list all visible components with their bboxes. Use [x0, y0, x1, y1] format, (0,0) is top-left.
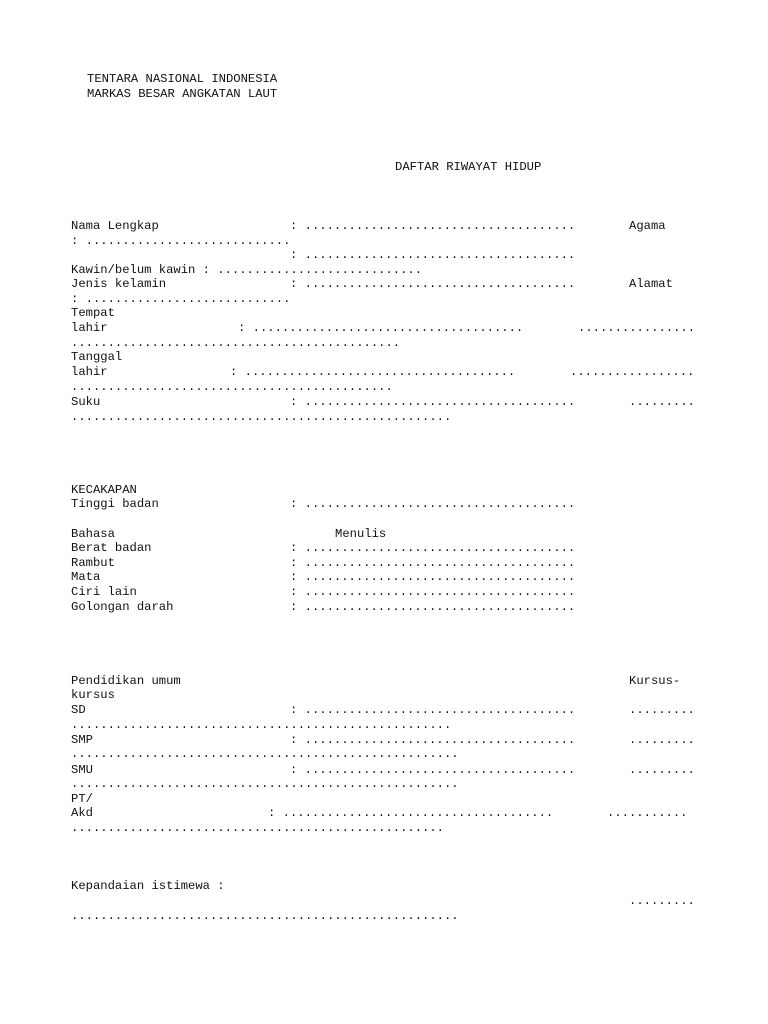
menulis-label: Menulis: [335, 527, 387, 541]
tanggal-label-1: Tanggal: [71, 350, 123, 364]
nama-value: : .....................................: [290, 219, 576, 233]
bahasa-label: Bahasa: [71, 527, 115, 541]
suku-label: Suku: [71, 395, 101, 409]
rambut-value: : .....................................: [290, 556, 576, 570]
pt-value: : .....................................: [268, 806, 554, 820]
tanggal-right: .................: [570, 365, 695, 379]
extra-value: : .....................................: [290, 248, 576, 262]
alamat-value: : ............................: [71, 292, 291, 306]
mata-label: Mata: [71, 570, 101, 584]
smp-value: : .....................................: [290, 733, 576, 747]
document-title: DAFTAR RIWAYAT HIDUP: [395, 160, 542, 174]
smp-label: SMP: [71, 733, 93, 747]
alamat-label: Alamat: [629, 277, 673, 291]
pt-label-1: PT/: [71, 792, 93, 806]
kursus-label-1: Kursus-: [629, 674, 681, 688]
golongan-label: Golongan darah: [71, 600, 174, 614]
kepandaian-label: Kepandaian istimewa :: [71, 879, 225, 893]
sd-cont: ....................................................: [71, 718, 452, 732]
org-line-2: MARKAS BESAR ANGKATAN LAUT: [87, 87, 278, 101]
pt-right: ...........: [607, 806, 688, 820]
sd-label: SD: [71, 703, 86, 717]
jenis-kelamin-value: : .....................................: [290, 277, 576, 291]
kepandaian-cont: .....................................................: [71, 909, 459, 923]
tempat-value: : .....................................: [238, 321, 524, 335]
jenis-kelamin-label: Jenis kelamin: [71, 277, 167, 291]
nama-label: Nama Lengkap: [71, 219, 159, 233]
mata-value: : .....................................: [290, 570, 576, 584]
kepandaian-right: .........: [629, 894, 695, 908]
kecakapan-heading: KECAKAPAN: [71, 483, 137, 497]
tinggi-label: Tinggi badan: [71, 497, 159, 511]
sd-value: : .....................................: [290, 703, 576, 717]
tempat-label-2: lahir: [71, 321, 108, 335]
agama-value: : ............................: [71, 234, 291, 248]
pt-label-2: Akd: [71, 806, 93, 820]
golongan-value: : .....................................: [290, 600, 576, 614]
smp-cont: .....................................................: [71, 747, 459, 761]
tempat-right: ................: [578, 321, 696, 335]
smu-cont: .....................................................: [71, 777, 459, 791]
ciri-value: : .....................................: [290, 585, 576, 599]
tempat-label-1: Tempat: [71, 306, 115, 320]
kawin-line: Kawin/belum kawin : ............................: [71, 263, 423, 277]
suku-value: : .....................................: [290, 395, 576, 409]
ciri-label: Ciri lain: [71, 585, 137, 599]
agama-label: Agama: [629, 219, 666, 233]
kursus-label-2: kursus: [71, 688, 115, 702]
tanggal-cont: ............................................: [71, 380, 393, 394]
suku-cont: ....................................................: [71, 410, 452, 424]
rambut-label: Rambut: [71, 556, 115, 570]
tanggal-value: : .....................................: [230, 365, 516, 379]
smu-label: SMU: [71, 763, 93, 777]
sd-right: .........: [629, 703, 695, 717]
tinggi-value: : .....................................: [290, 497, 576, 511]
smu-value: : .....................................: [290, 763, 576, 777]
pt-cont: ...................................................: [71, 821, 444, 835]
pendidikan-heading: Pendidikan umum: [71, 674, 181, 688]
org-line-1: TENTARA NASIONAL INDONESIA: [87, 72, 278, 86]
berat-value: : .....................................: [290, 541, 576, 555]
suku-right: .........: [629, 395, 695, 409]
berat-label: Berat badan: [71, 541, 152, 555]
tempat-cont: .............................................: [71, 336, 401, 350]
smu-right: .........: [629, 763, 695, 777]
smp-right: .........: [629, 733, 695, 747]
tanggal-label-2: lahir: [71, 365, 108, 379]
